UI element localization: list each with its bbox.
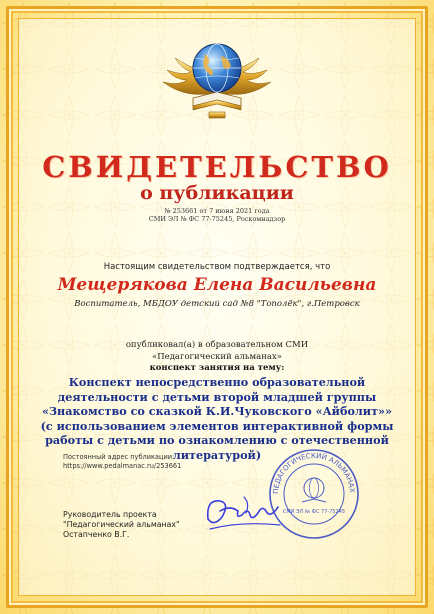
stamp-inner-text: СМИ ЭЛ № ФС 77-75245 bbox=[282, 509, 346, 515]
publication-address bbox=[63, 453, 181, 471]
certificate-title: СВИДЕТЕЛЬСТВО bbox=[42, 150, 392, 184]
topic-label: конспект занятия на тему: bbox=[149, 363, 285, 373]
signer-name: Остапченко В.Г. bbox=[63, 530, 130, 539]
topic-line: деятельности с детьми второй младшей группы bbox=[57, 389, 377, 404]
media-registration: СМИ ЭЛ № ФС 77-75245, Роскомнадзор bbox=[148, 215, 286, 223]
published-line-2: «Педагогический альманах» bbox=[152, 352, 282, 362]
address-label: Постоянный адрес публикации: bbox=[63, 453, 175, 461]
published-statement bbox=[0, 339, 434, 363]
certificate-subtitle: о публикации bbox=[140, 182, 294, 204]
handwritten-signature bbox=[200, 485, 288, 540]
topic-line: «Знакомство со сказкой К.И.Чуковского «Айболит»» bbox=[41, 404, 393, 418]
project-signer bbox=[63, 510, 180, 540]
signer-project: "Педагогический альманах" bbox=[63, 520, 180, 529]
published-line-1: опубликовал(а) в образовательном СМИ bbox=[125, 340, 309, 350]
globe-book-emblem-icon bbox=[157, 30, 277, 124]
recipient-name: Мещерякова Елена Васильевна bbox=[57, 275, 377, 295]
topic-line: литературой) bbox=[172, 447, 262, 462]
topic-line: Конспект непосредственно образовательной bbox=[68, 375, 366, 389]
address-url[interactable]: https://www.pedalmanac.ru/253661 bbox=[63, 462, 182, 470]
stamp-outer-text: ПЕДАГОГИЧЕСКИЙ АЛЬМАНАХ bbox=[271, 451, 357, 495]
recipient-position: Воспитатель, МБДОУ детский сад №8 "Тополёк", г.Петровск bbox=[74, 299, 360, 309]
confirmation-text: Настоящим свидетельством подтверждается, что bbox=[103, 262, 331, 272]
topic-line: (с использованием элементов интерактивной формы bbox=[40, 418, 394, 433]
certificate-number: № 253661 от 7 июня 2021 года bbox=[164, 207, 270, 215]
topic-line: работы с детьми по ознакомлению с отечественной bbox=[45, 433, 389, 447]
signer-role: Руководитель проекта bbox=[63, 510, 157, 519]
